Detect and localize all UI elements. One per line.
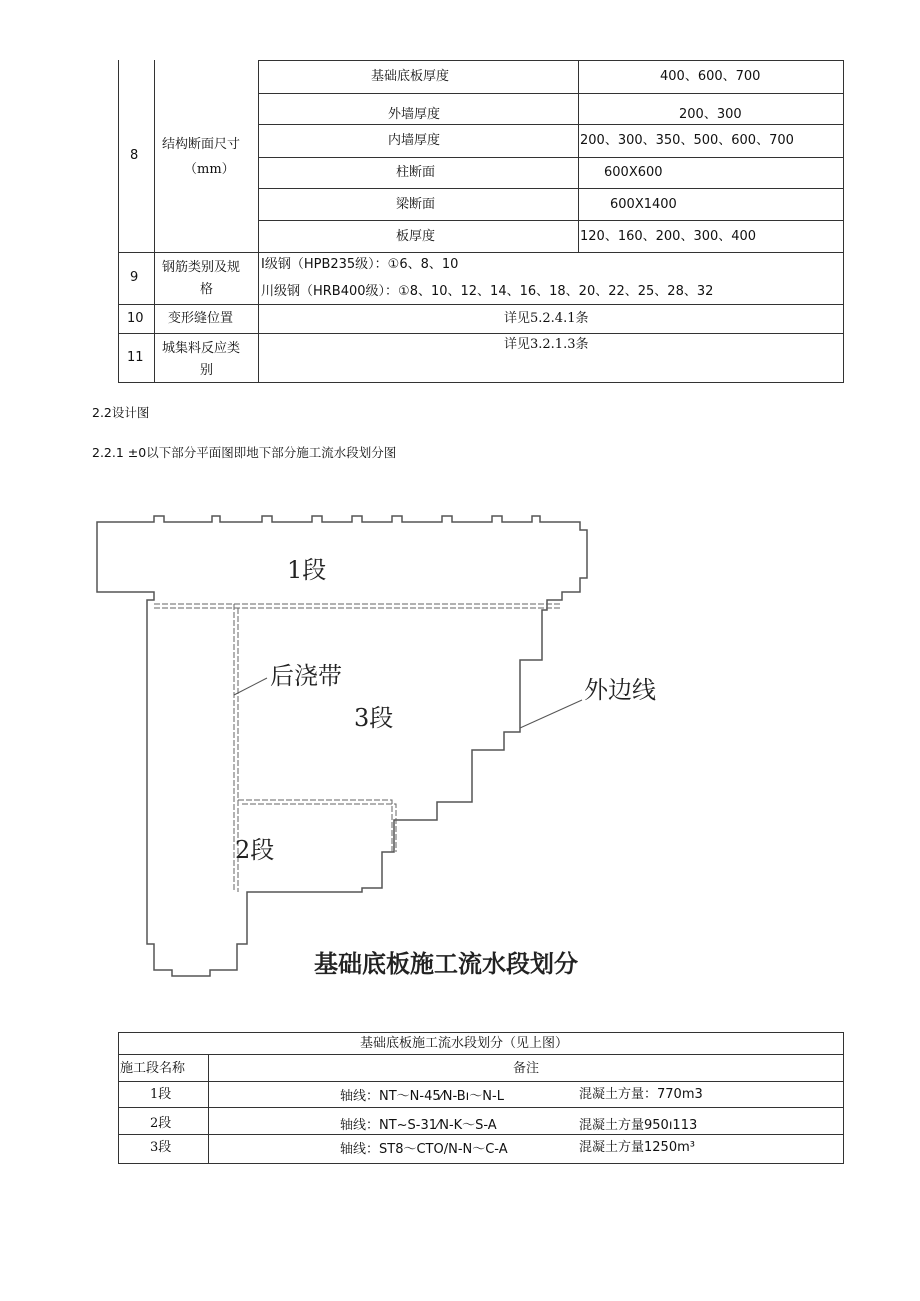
item-value: 600X1400 — [610, 197, 677, 212]
segment-volume: 混凝土方量1250m³ — [579, 1140, 695, 1155]
item-value: 600X600 — [604, 165, 663, 180]
segment-axis: 轴线：NT～N-45⁄N-Bı～N-L — [340, 1089, 504, 1104]
row-value: 详见5.2.4.1条 — [504, 311, 589, 326]
spec-table — [118, 60, 844, 383]
item-name: 柱断面 — [396, 165, 436, 180]
row-label: （mm） — [184, 162, 235, 177]
outer-line-leader — [520, 700, 582, 728]
segment-volume: 混凝土方量：770m3 — [579, 1087, 703, 1102]
label-seg-1: 1段 — [287, 556, 327, 584]
site-plan-diagram — [92, 500, 672, 990]
item-name: 板厚度 — [396, 229, 436, 244]
table-caption: 基础底板施工流水段划分（见上图） — [360, 1036, 569, 1051]
diagram-title: 基础底板施工流水段划分 — [314, 949, 578, 978]
row-label: 别 — [200, 363, 214, 378]
item-value: 200、300 — [679, 107, 742, 122]
segment-name: 3段 — [150, 1140, 172, 1155]
segment-name: 2段 — [150, 1116, 172, 1131]
column-header: 施工段名称 — [120, 1061, 186, 1076]
segment-axis: 轴线：NT~S-31⁄N-K～S-A — [340, 1118, 497, 1133]
row-number: 10 — [127, 311, 144, 326]
row-label: 格 — [200, 282, 214, 297]
column-header: 备注 — [513, 1061, 540, 1076]
row-label: 结构断面尺寸 — [162, 137, 241, 152]
row-label: 钢筋类别及规 — [162, 260, 241, 275]
row-label: 城集料反应类 — [162, 341, 241, 356]
post-pour-leader — [234, 678, 267, 695]
row-number: 8 — [130, 148, 139, 163]
item-value: 200、300、350、500、600、700 — [580, 133, 794, 148]
item-name: 外墙厚度 — [388, 107, 441, 122]
row-label: 变形缝位置 — [168, 311, 234, 326]
row-value: 详见3.2.1.3条 — [504, 337, 589, 352]
label-outer-line: 外边线 — [584, 676, 656, 704]
rebar-line: 川级钢（HRB400级）：①8、10、12、14、16、18、20、22、25、28、32 — [261, 284, 714, 299]
label-seg-2: 2段 — [235, 836, 275, 864]
rebar-line: I级钢（HPB235级）：①6、8、10 — [261, 257, 459, 272]
row-number: 11 — [127, 350, 144, 365]
segment-volume: 混凝土方量950ı113 — [579, 1118, 698, 1133]
item-name: 梁断面 — [396, 197, 436, 212]
section-heading: 2.2设计图 — [92, 405, 150, 420]
row-number: 9 — [130, 270, 139, 285]
item-name: 基础底板厚度 — [371, 69, 450, 84]
segment-name: 1段 — [150, 1087, 172, 1102]
segment-axis: 轴线：ST8～CTO/N-N～C-A — [340, 1142, 508, 1157]
outer-boundary-outline — [97, 516, 587, 976]
post-pour-strip — [154, 604, 560, 892]
label-post-pour: 后浇带 — [270, 662, 342, 690]
item-name: 内墙厚度 — [388, 133, 441, 148]
subsection-heading: 2.2.1 ±0以下部分平面图即地下部分施工流水段划分图 — [92, 445, 397, 460]
segment-table — [118, 1032, 844, 1164]
item-value: 120、160、200、300、400 — [580, 229, 757, 244]
label-seg-3: 3段 — [354, 704, 394, 732]
item-value: 400、600、700 — [660, 69, 761, 84]
